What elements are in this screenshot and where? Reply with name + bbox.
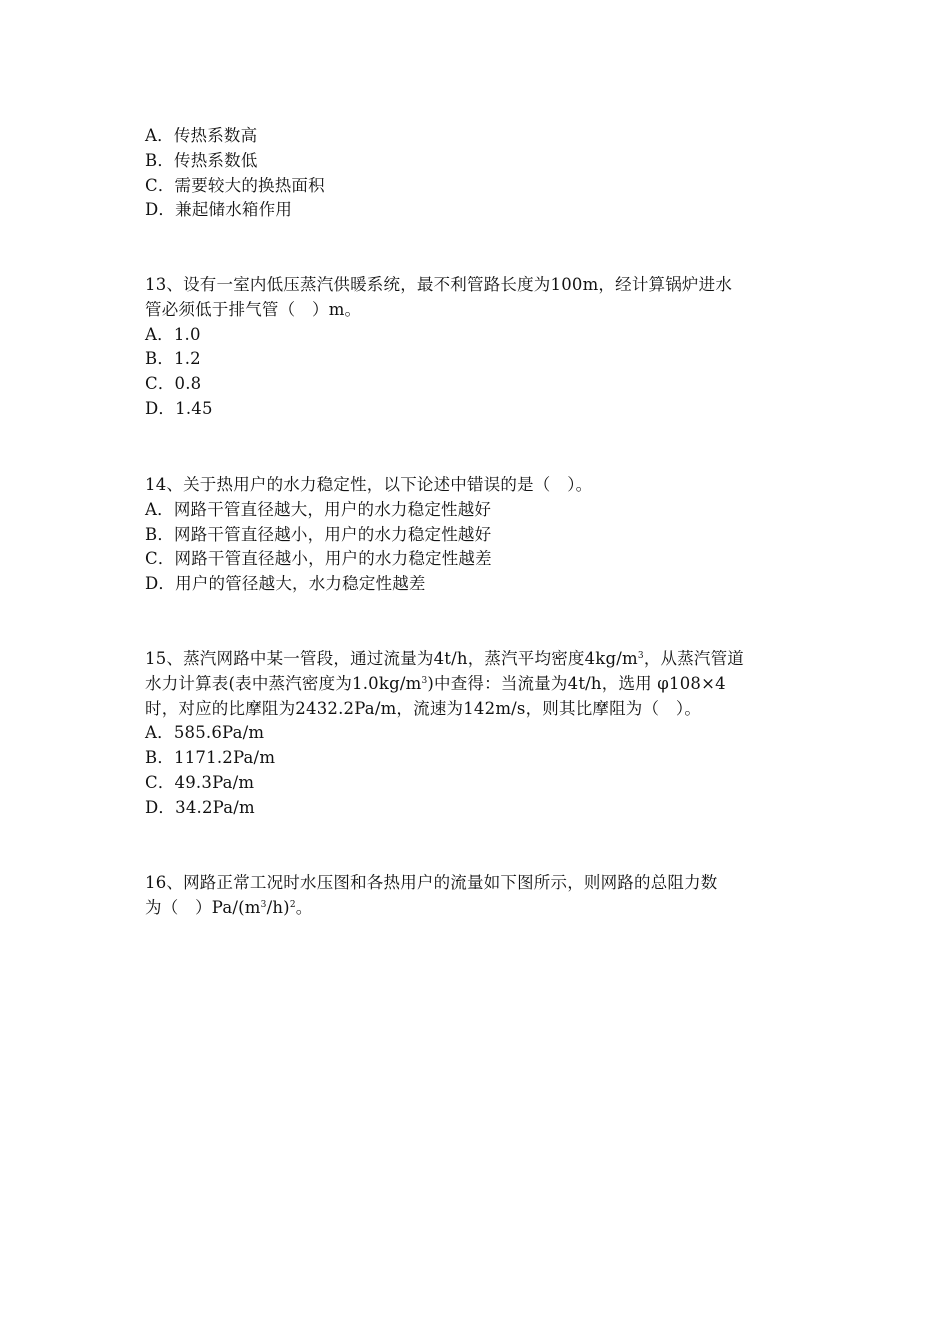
option-b: B．1.2 — [145, 349, 201, 369]
question-15-stem-line-2 — [145, 672, 815, 697]
option-a: A．585.6Pa/m — [145, 723, 265, 743]
option-c: C．需要较大的换热面积 — [145, 175, 325, 195]
option-b: B．网路干管直径越小，用户的水力稳定性越好 — [145, 524, 492, 544]
option-b: B．传热系数低 — [145, 150, 258, 170]
stem-text: ，从蒸汽管道 — [643, 649, 745, 668]
question-15 — [145, 647, 815, 821]
stem-text: 水力计算表(表中蒸汽密度为1.0kg/m — [145, 673, 422, 693]
question-16-stem-line-2 — [145, 896, 815, 921]
question-14-stem: 14、关于热用户的水力稳定性，以下论述中错误的是（ ）。 — [145, 475, 593, 494]
question-15-stem-line-1 — [145, 647, 815, 672]
stem-text: 为（ ）Pa/(m — [145, 897, 261, 917]
stem-text: )中查得：当流量为4t/h，选用 φ108×4 — [427, 673, 726, 693]
superscript: 3 — [637, 651, 644, 661]
option-d: D．34.2Pa/m — [145, 797, 255, 817]
option-a: A．1.0 — [145, 324, 201, 344]
option-b: B．1171.2Pa/m — [145, 748, 276, 768]
option-d: D．1.45 — [145, 398, 213, 418]
option-c: C．49.3Pa/m — [145, 772, 255, 792]
option-a: A．网路干管直径越大，用户的水力稳定性越好 — [145, 499, 492, 519]
stem-text: 。 — [295, 897, 313, 917]
option-c: C．0.8 — [145, 374, 202, 394]
question-15-stem-line-3: 时，对应的比摩阻为2432.2Pa/m，流速为142m/s，则其比摩阻为（ ）。 — [145, 698, 702, 718]
question-13-stem-line-1: 13、设有一室内低压蒸汽供暖系统，最不利管路长度为100m，经计算锅炉进水 — [145, 275, 733, 294]
option-d: D．兼起储水箱作用 — [145, 200, 293, 220]
stem-text: /h) — [266, 897, 290, 917]
option-a: A．传热系数高 — [145, 126, 258, 145]
superscript: 3 — [421, 675, 428, 686]
option-d: D．用户的管径越大，水力稳定性越差 — [145, 574, 426, 594]
superscript: 3 — [260, 899, 267, 910]
option-c: C．网路干管直径越小，用户的水力稳定性越差 — [145, 549, 492, 569]
question-12-options — [145, 124, 815, 223]
question-13 — [145, 273, 815, 422]
question-14 — [145, 473, 815, 597]
question-16 — [145, 871, 815, 921]
stem-text: 15、蒸汽网路中某一管段，通过流量为4t/h，蒸汽平均密度4kg/m — [145, 649, 638, 668]
question-16-stem-line-1: 16、网路正常工况时水压图和各热用户的流量如下图所示，则网路的总阻力数 — [145, 873, 718, 892]
superscript: 2 — [289, 899, 296, 910]
question-13-stem-line-2: 管必须低于排气管（ ）m。 — [145, 299, 362, 319]
